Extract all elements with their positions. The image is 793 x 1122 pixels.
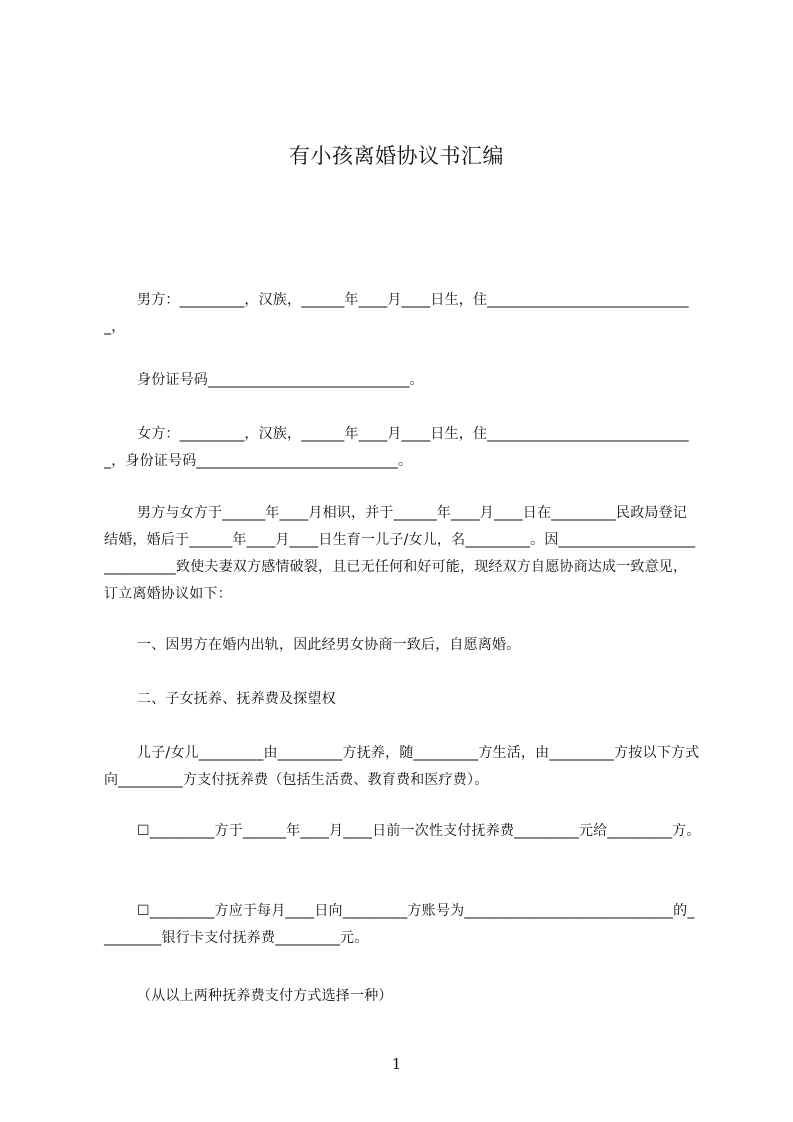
female-party-paragraph: 女方：_________，汉族，______年____月____日生，住_____________________________，身份证号码____________________________。 (104, 426, 689, 469)
page-number: 1 (391, 1055, 402, 1073)
male-id-paragraph: 身份证号码____________________________。 (137, 372, 424, 388)
clause-two-heading: 二、子女抚养、抚养费及探望权 (137, 691, 336, 707)
option-note-paragraph: （从以上两种抚养费支付方式选择一种） (137, 988, 393, 1004)
custody-paragraph: 儿子/女儿_________由_________方抚养，随_________方生活，由_________方按以下方式向_________方支付抚养费（包括生活费、教育费和医疗费）。 (104, 745, 700, 788)
clause-one-paragraph: 一、因男方在婚内出轨，因此经男女协商一致后，自愿离婚。 (137, 637, 521, 653)
marriage-info-paragraph: 男方与女方于______年____月相识，并于______年____月____日在_________民政局登记结婚，婚后于______年____月____日生育一儿子/女儿，名_________。因_____________________________致使夫妻双方感情破裂，且已无任何和好可能，现经双方自愿协商达成一致意见，订立离婚协议如下： (104, 505, 696, 602)
option-monthly-paragraph: ☐_________方应于每月____日向_________方账号为_____________________________的_________银行卡支付抚养费_________元。 (104, 903, 695, 946)
document-title: 有小孩离婚协议书汇编 (289, 144, 504, 168)
option-lump-sum-paragraph: ☐_________方于______年____月____日前一次性支付抚养费_________元给_________方。 (137, 823, 701, 839)
male-party-paragraph: 男方：_________，汉族，______年____月____日生，住_____________________________， (104, 292, 689, 335)
